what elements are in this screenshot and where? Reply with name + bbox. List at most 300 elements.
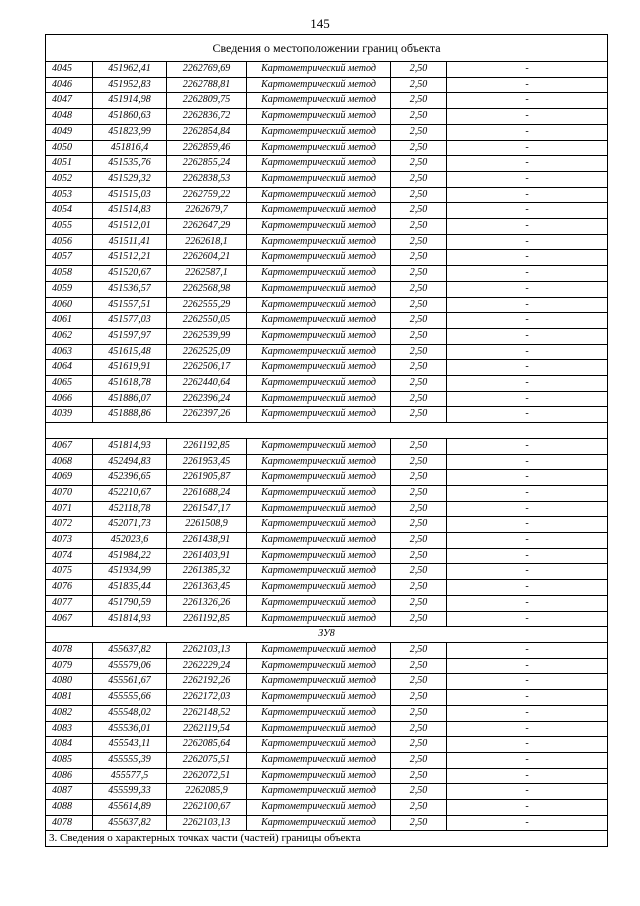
description-cell: - [447,517,608,533]
table-row [46,800,608,816]
method-cell: Картометрический метод [247,454,391,470]
accuracy-cell: 2,50 [391,690,447,706]
method-cell: Картометрический метод [247,658,391,674]
point-number-cell: 4067 [46,438,93,454]
point-number-cell: 4056 [46,234,93,250]
y-coordinate-cell: 2261363,45 [167,580,247,596]
table-row [46,470,608,486]
method-cell: Картометрический метод [247,328,391,344]
point-number-cell: 4072 [46,517,93,533]
point-number-cell: 4069 [46,470,93,486]
x-coordinate-cell: 451814,93 [93,438,167,454]
x-coordinate-cell: 451860,63 [93,109,167,125]
description-cell: - [447,109,608,125]
accuracy-cell: 2,50 [391,737,447,753]
accuracy-cell: 2,50 [391,752,447,768]
accuracy-cell: 2,50 [391,360,447,376]
description-cell: - [447,266,608,282]
x-coordinate-cell: 451984,22 [93,548,167,564]
method-cell: Картометрический метод [247,140,391,156]
footer-text-row [46,831,608,847]
point-number-cell: 4065 [46,376,93,392]
description-cell: - [447,313,608,329]
accuracy-cell: 2,50 [391,595,447,611]
y-coordinate-cell: 2262103,13 [167,815,247,831]
table-row [46,62,608,78]
point-number-cell: 4055 [46,219,93,235]
x-coordinate-cell: 452210,67 [93,485,167,501]
description-cell: - [447,470,608,486]
description-cell: - [447,784,608,800]
description-cell: - [447,595,608,611]
accuracy-cell: 2,50 [391,517,447,533]
point-number-cell: 4066 [46,391,93,407]
method-cell: Картометрический метод [247,674,391,690]
x-coordinate-cell: 451619,91 [93,360,167,376]
method-cell: Картометрический метод [247,611,391,627]
description-cell: - [447,328,608,344]
x-coordinate-cell: 451529,32 [93,171,167,187]
method-cell: Картометрический метод [247,548,391,564]
accuracy-cell: 2,50 [391,485,447,501]
description-cell: - [447,611,608,627]
x-coordinate-cell: 455561,67 [93,674,167,690]
y-coordinate-cell: 2262506,17 [167,360,247,376]
accuracy-cell: 2,50 [391,109,447,125]
x-coordinate-cell: 455536,01 [93,721,167,737]
method-cell: Картометрический метод [247,533,391,549]
method-cell: Картометрический метод [247,344,391,360]
description-cell: - [447,705,608,721]
method-cell: Картометрический метод [247,187,391,203]
table-row [46,77,608,93]
table-row [46,721,608,737]
y-coordinate-cell: 2261385,32 [167,564,247,580]
accuracy-cell: 2,50 [391,62,447,78]
method-cell: Картометрический метод [247,360,391,376]
x-coordinate-cell: 451934,99 [93,564,167,580]
method-cell: Картометрический метод [247,313,391,329]
x-coordinate-cell: 451823,99 [93,124,167,140]
method-cell: Картометрический метод [247,391,391,407]
y-coordinate-cell: 2262085,9 [167,784,247,800]
y-coordinate-cell: 2262396,24 [167,391,247,407]
x-coordinate-cell: 451814,93 [93,611,167,627]
table-row [46,768,608,784]
point-number-cell: 4075 [46,564,93,580]
section-label-row [46,627,608,643]
y-coordinate-cell: 2262647,29 [167,219,247,235]
method-cell: Картометрический метод [247,485,391,501]
method-cell: Картометрический метод [247,109,391,125]
y-coordinate-cell: 2261508,9 [167,517,247,533]
point-number-cell: 4050 [46,140,93,156]
x-coordinate-cell: 451886,07 [93,391,167,407]
point-number-cell: 4048 [46,109,93,125]
point-number-cell: 4074 [46,548,93,564]
x-coordinate-cell: 455637,82 [93,815,167,831]
x-coordinate-cell: 455555,66 [93,690,167,706]
table-row [46,360,608,376]
x-coordinate-cell: 451535,76 [93,156,167,172]
y-coordinate-cell: 2262769,69 [167,62,247,78]
accuracy-cell: 2,50 [391,768,447,784]
y-coordinate-cell: 2262119,54 [167,721,247,737]
method-cell: Картометрический метод [247,171,391,187]
method-cell: Картометрический метод [247,219,391,235]
point-number-cell: 4079 [46,658,93,674]
point-number-cell: 4062 [46,328,93,344]
x-coordinate-cell: 451514,83 [93,203,167,219]
x-coordinate-cell: 451515,03 [93,187,167,203]
x-coordinate-cell: 452494,83 [93,454,167,470]
y-coordinate-cell: 2262075,51 [167,752,247,768]
description-cell: - [447,752,608,768]
x-coordinate-cell: 451597,97 [93,328,167,344]
accuracy-cell: 2,50 [391,533,447,549]
x-coordinate-cell: 455555,39 [93,752,167,768]
table-row [46,124,608,140]
point-number-cell: 4057 [46,250,93,266]
y-coordinate-cell: 2262555,29 [167,297,247,313]
table-row [46,485,608,501]
point-number-cell: 4046 [46,77,93,93]
table-row [46,564,608,580]
y-coordinate-cell: 2261688,24 [167,485,247,501]
x-coordinate-cell: 455614,89 [93,800,167,816]
table-row [46,391,608,407]
accuracy-cell: 2,50 [391,391,447,407]
method-cell: Картометрический метод [247,752,391,768]
accuracy-cell: 2,50 [391,140,447,156]
accuracy-cell: 2,50 [391,658,447,674]
x-coordinate-cell: 451790,59 [93,595,167,611]
y-coordinate-cell: 2261192,85 [167,438,247,454]
point-number-cell: 4081 [46,690,93,706]
y-coordinate-cell: 2261953,45 [167,454,247,470]
description-cell: - [447,533,608,549]
y-coordinate-cell: 2261547,17 [167,501,247,517]
table-row [46,548,608,564]
method-cell: Картометрический метод [247,784,391,800]
description-cell: - [447,234,608,250]
description-cell: - [447,768,608,784]
description-cell: - [447,690,608,706]
method-cell: Картометрический метод [247,501,391,517]
description-cell: - [447,485,608,501]
accuracy-cell: 2,50 [391,784,447,800]
accuracy-cell: 2,50 [391,93,447,109]
x-coordinate-cell: 451520,67 [93,266,167,282]
method-cell: Картометрический метод [247,266,391,282]
description-cell: - [447,171,608,187]
table-row [46,171,608,187]
description-cell: - [447,454,608,470]
separator [46,423,608,439]
accuracy-cell: 2,50 [391,564,447,580]
table-row [46,140,608,156]
accuracy-cell: 2,50 [391,674,447,690]
description-cell: - [447,643,608,659]
accuracy-cell: 2,50 [391,501,447,517]
table-row [46,109,608,125]
accuracy-cell: 2,50 [391,580,447,596]
point-number-cell: 4045 [46,62,93,78]
description-cell: - [447,93,608,109]
table-row [46,376,608,392]
y-coordinate-cell: 2262072,51 [167,768,247,784]
description-cell: - [447,124,608,140]
point-number-cell: 4054 [46,203,93,219]
y-coordinate-cell: 2262192,26 [167,674,247,690]
table-row [46,297,608,313]
y-coordinate-cell: 2261905,87 [167,470,247,486]
method-cell: Картометрический метод [247,564,391,580]
x-coordinate-cell: 455543,11 [93,737,167,753]
accuracy-cell: 2,50 [391,234,447,250]
table-row [46,674,608,690]
y-coordinate-cell: 2262809,75 [167,93,247,109]
method-cell: Картометрический метод [247,77,391,93]
table-row [46,815,608,831]
accuracy-cell: 2,50 [391,548,447,564]
point-number-cell: 4039 [46,407,93,423]
accuracy-cell: 2,50 [391,815,447,831]
table-row [46,737,608,753]
table-row [46,93,608,109]
x-coordinate-cell: 451816,4 [93,140,167,156]
table-title: Сведения о местоположении границ объекта [46,35,608,62]
page-number: 145 [310,16,330,31]
boundary-coordinates-table [45,34,608,847]
description-cell: - [447,140,608,156]
method-cell: Картометрический метод [247,705,391,721]
accuracy-cell: 2,50 [391,203,447,219]
accuracy-cell: 2,50 [391,77,447,93]
accuracy-cell: 2,50 [391,407,447,423]
footer-text: 3. Сведения о характерных точках части (частей) границы объекта [46,831,608,847]
y-coordinate-cell: 2262525,09 [167,344,247,360]
description-cell: - [447,815,608,831]
description-cell: - [447,438,608,454]
description-cell: - [447,376,608,392]
method-cell: Картометрический метод [247,768,391,784]
method-cell: Картометрический метод [247,690,391,706]
y-coordinate-cell: 2262618,1 [167,234,247,250]
x-coordinate-cell: 455599,33 [93,784,167,800]
y-coordinate-cell: 2262103,13 [167,643,247,659]
table-row [46,203,608,219]
table-row [46,580,608,596]
table-row [46,705,608,721]
accuracy-cell: 2,50 [391,156,447,172]
point-number-cell: 4087 [46,784,93,800]
x-coordinate-cell: 451962,41 [93,62,167,78]
accuracy-cell: 2,50 [391,721,447,737]
description-cell: - [447,564,608,580]
accuracy-cell: 2,50 [391,438,447,454]
y-coordinate-cell: 2262440,64 [167,376,247,392]
accuracy-cell: 2,50 [391,171,447,187]
point-number-cell: 4084 [46,737,93,753]
accuracy-cell: 2,50 [391,344,447,360]
x-coordinate-cell: 451511,41 [93,234,167,250]
description-cell: - [447,548,608,564]
table-row [46,501,608,517]
y-coordinate-cell: 2262148,52 [167,705,247,721]
y-coordinate-cell: 2262085,64 [167,737,247,753]
method-cell: Картометрический метод [247,156,391,172]
description-cell: - [447,250,608,266]
y-coordinate-cell: 2262172,03 [167,690,247,706]
accuracy-cell: 2,50 [391,297,447,313]
point-number-cell: 4060 [46,297,93,313]
point-number-cell: 4076 [46,580,93,596]
description-cell: - [447,407,608,423]
point-number-cell: 4067 [46,611,93,627]
point-number-cell: 4082 [46,705,93,721]
x-coordinate-cell: 455577,5 [93,768,167,784]
description-cell: - [447,156,608,172]
accuracy-cell: 2,50 [391,313,447,329]
description-cell: - [447,501,608,517]
table-row [46,234,608,250]
accuracy-cell: 2,50 [391,124,447,140]
accuracy-cell: 2,50 [391,705,447,721]
method-cell: Картометрический метод [247,250,391,266]
y-coordinate-cell: 2262836,72 [167,109,247,125]
table-row [46,438,608,454]
accuracy-cell: 2,50 [391,643,447,659]
x-coordinate-cell: 451914,98 [93,93,167,109]
method-cell: Картометрический метод [247,376,391,392]
x-coordinate-cell: 451835,44 [93,580,167,596]
table-row [46,752,608,768]
y-coordinate-cell: 2261192,85 [167,611,247,627]
point-number-cell: 4051 [46,156,93,172]
method-cell: Картометрический метод [247,124,391,140]
description-cell: - [447,800,608,816]
description-cell: - [447,187,608,203]
method-cell: Картометрический метод [247,580,391,596]
method-cell: Картометрический метод [247,93,391,109]
table-row [46,313,608,329]
point-number-cell: 4071 [46,501,93,517]
point-number-cell: 4063 [46,344,93,360]
method-cell: Картометрический метод [247,721,391,737]
description-cell: - [447,580,608,596]
table-row [46,187,608,203]
description-cell: - [447,674,608,690]
x-coordinate-cell: 451618,78 [93,376,167,392]
y-coordinate-cell: 2262788,81 [167,77,247,93]
point-number-cell: 4077 [46,595,93,611]
point-number-cell: 4078 [46,643,93,659]
y-coordinate-cell: 2262539,99 [167,328,247,344]
point-number-cell: 4085 [46,752,93,768]
point-number-cell: 4073 [46,533,93,549]
separator-row [46,423,608,439]
table-row [46,595,608,611]
description-cell: - [447,658,608,674]
method-cell: Картометрический метод [247,62,391,78]
x-coordinate-cell: 451888,86 [93,407,167,423]
point-number-cell: 4061 [46,313,93,329]
method-cell: Картометрический метод [247,203,391,219]
table-row [46,156,608,172]
description-cell: - [447,360,608,376]
x-coordinate-cell: 451615,48 [93,344,167,360]
y-coordinate-cell: 2262587,1 [167,266,247,282]
table-row [46,658,608,674]
description-cell: - [447,62,608,78]
table-row [46,281,608,297]
method-cell: Картометрический метод [247,595,391,611]
method-cell: Картометрический метод [247,737,391,753]
y-coordinate-cell: 2262759,22 [167,187,247,203]
table-row [46,690,608,706]
y-coordinate-cell: 2262604,21 [167,250,247,266]
y-coordinate-cell: 2262397,26 [167,407,247,423]
y-coordinate-cell: 2262838,53 [167,171,247,187]
table-row [46,454,608,470]
x-coordinate-cell: 455637,82 [93,643,167,659]
method-cell: Картометрический метод [247,297,391,313]
table-row [46,328,608,344]
y-coordinate-cell: 2261438,91 [167,533,247,549]
description-cell: - [447,219,608,235]
point-number-cell: 4086 [46,768,93,784]
point-number-cell: 4083 [46,721,93,737]
table-row [46,517,608,533]
table-row [46,266,608,282]
x-coordinate-cell: 451512,21 [93,250,167,266]
accuracy-cell: 2,50 [391,187,447,203]
method-cell: Картометрический метод [247,438,391,454]
description-cell: - [447,737,608,753]
point-number-cell: 4088 [46,800,93,816]
description-cell: - [447,391,608,407]
accuracy-cell: 2,50 [391,281,447,297]
table-row [46,407,608,423]
y-coordinate-cell: 2261326,26 [167,595,247,611]
method-cell: Картометрический метод [247,407,391,423]
section-label: ЗУ8 [46,627,608,643]
method-cell: Картометрический метод [247,517,391,533]
accuracy-cell: 2,50 [391,800,447,816]
table-row [46,643,608,659]
point-number-cell: 4047 [46,93,93,109]
x-coordinate-cell: 451577,03 [93,313,167,329]
method-cell: Картометрический метод [247,234,391,250]
x-coordinate-cell: 452023,6 [93,533,167,549]
table-row [46,533,608,549]
point-number-cell: 4058 [46,266,93,282]
y-coordinate-cell: 2262229,24 [167,658,247,674]
y-coordinate-cell: 2262568,98 [167,281,247,297]
x-coordinate-cell: 451952,83 [93,77,167,93]
y-coordinate-cell: 2261403,91 [167,548,247,564]
method-cell: Картометрический метод [247,643,391,659]
method-cell: Картометрический метод [247,800,391,816]
y-coordinate-cell: 2262859,46 [167,140,247,156]
method-cell: Картометрический метод [247,470,391,486]
table-row [46,250,608,266]
y-coordinate-cell: 2262679,7 [167,203,247,219]
point-number-cell: 4078 [46,815,93,831]
y-coordinate-cell: 2262854,84 [167,124,247,140]
x-coordinate-cell: 452396,65 [93,470,167,486]
